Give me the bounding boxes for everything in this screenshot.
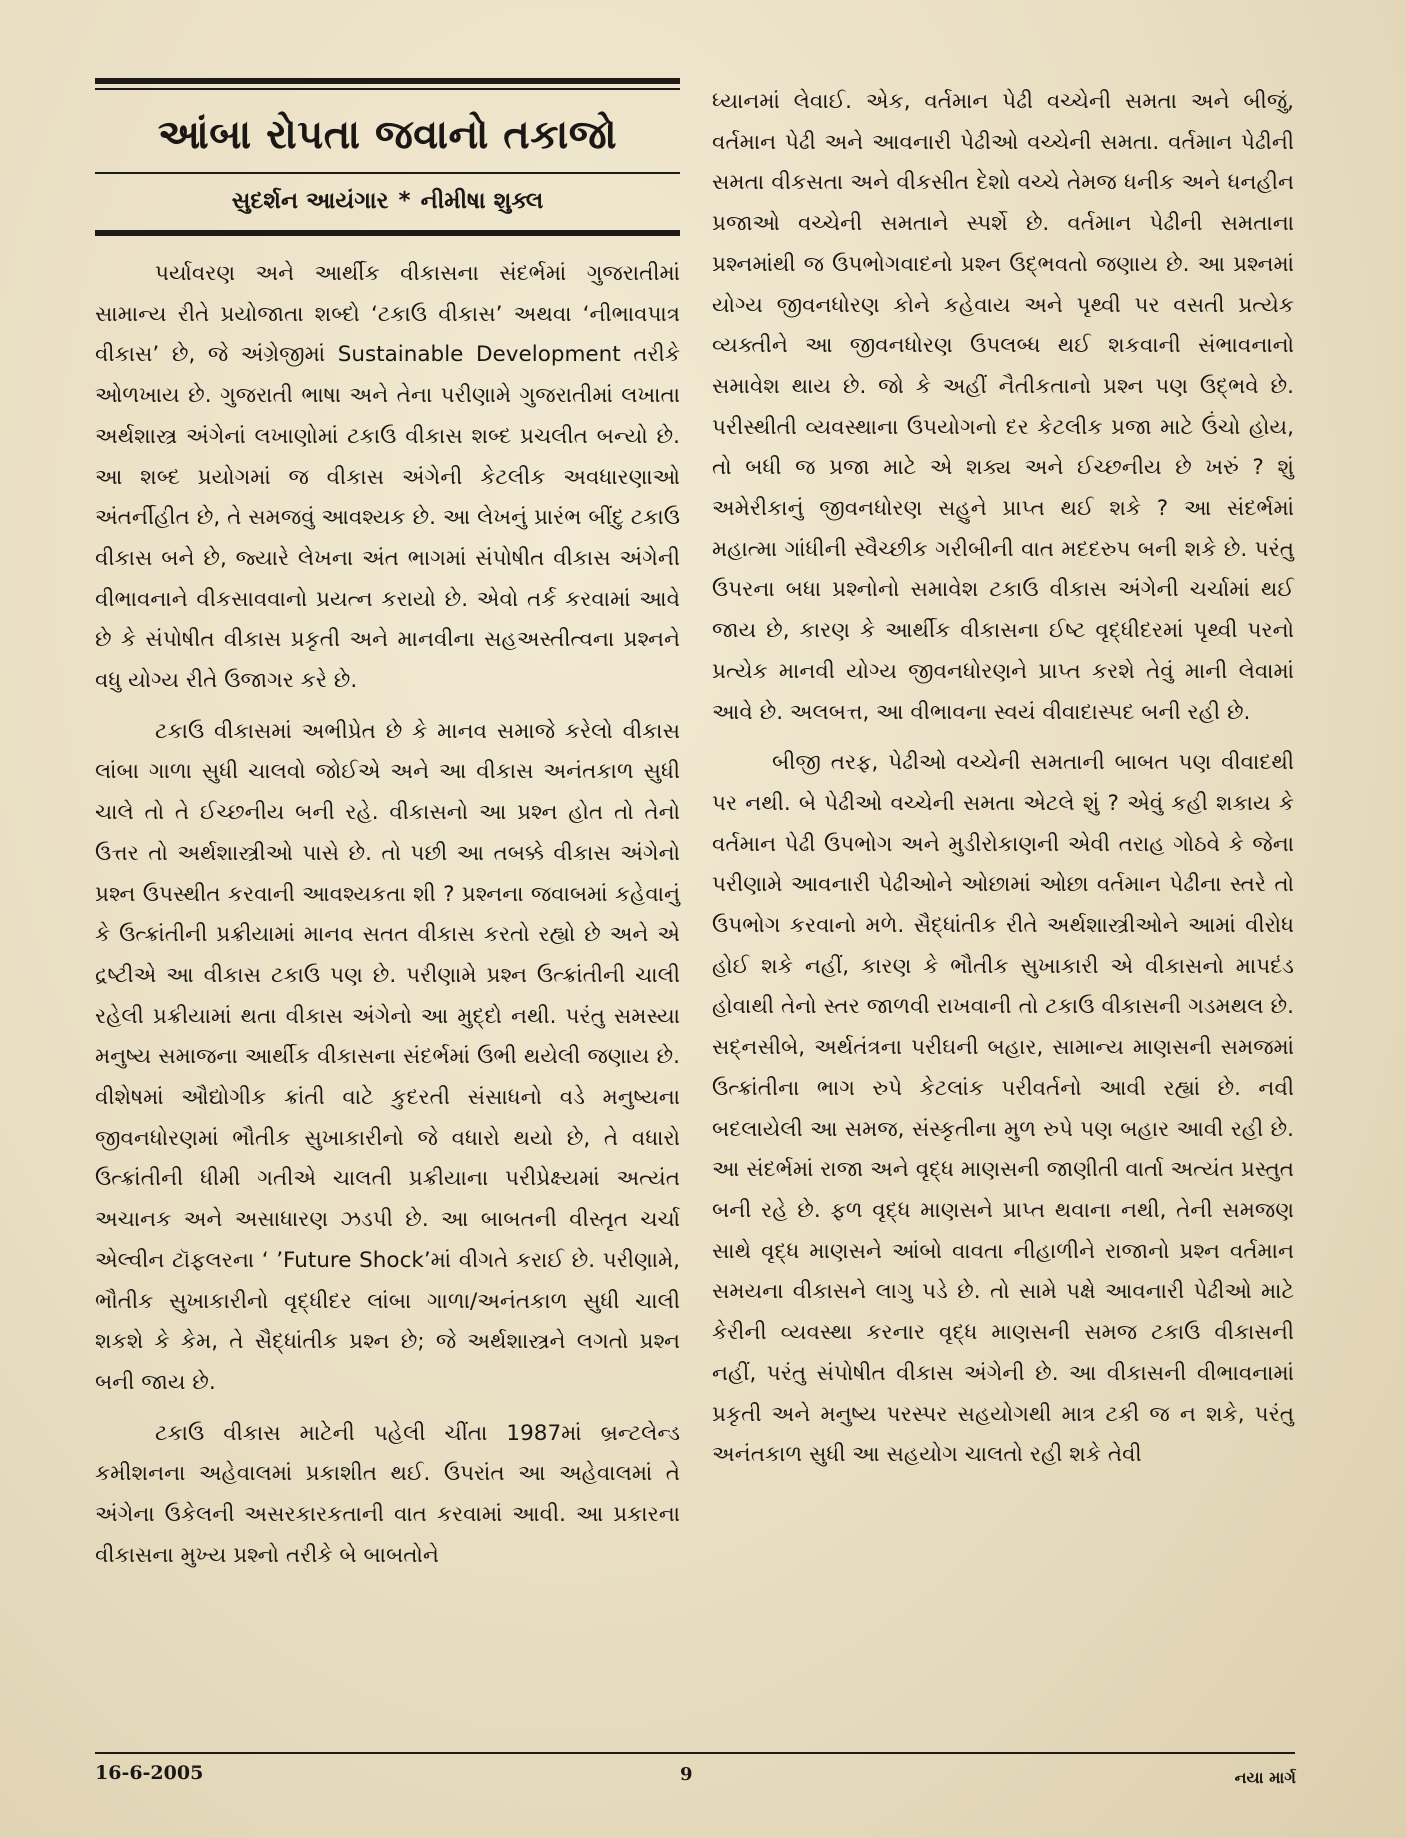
left-body	[95, 254, 680, 1577]
paragraph: ધ્યાનમાં લેવાઈ. એક, વર્તમાન પેઢી વચ્ચેની સમતા અને બીજું, વર્તમાન પેઢી અને આવનારી પેઢીઓ વચ્ચેની સમતા. વર્તમાન પેઢીની સમતા વીકસતા અને વીકસીત દેશો વચ્ચે તેમજ ધનીક અને ધનહીન પ્રજાઓ વચ્ચેની સમતાને સ્પર્શે છે. વર્તમાન પેઢીની સમતાના પ્રશ્નમાંથી જ ઉપભોગવાદનો પ્રશ્ન ઉદ્ભવતો જણાય છે. આ પ્રશ્નમાં યોગ્ય જીવનધોરણ કોને કહેવાય અને પૃથ્વી પર વસતી પ્રત્યેક વ્યક્તીને આ જીવનધોરણ ઉપલબ્ધ થઈ શકવાની સંભાવનાનો સમાવેશ થાય છે. જો કે અહીં નૈતીકતાનો પ્રશ્ન પણ ઉદ્ભવે છે. પરીસ્થીતી વ્યવસ્થાના ઉપયોગનો દર કેટલીક પ્રજા માટે ઉંચો હોય, તો બધી જ પ્રજા માટે એ શક્ય અને ઈચ્છનીય છે ખરું ? શું અમેરીકાનું જીવનધોરણ સહુને પ્રાપ્ત થઈ શકે ? આ સંદર્ભમાં મહાત્મા ગાંધીની સ્વૈચ્છીક ગરીબીની વાત મદદરુપ બની શકે છે. પરંતુ ઉપરના બધા પ્રશ્નોનો સમાવેશ ટકાઉ વીકાસ અંગેની ચર્ચામાં થઈ જાય છે, કારણ કે આર્થીક વીકાસના ઈષ્ટ વૃદ્ધીદરમાં પૃથ્વી પરનો પ્રત્યેક માનવી યોગ્ય જીવનધોરણને પ્રાપ્ત કરશે તેવું માની લેવામાં આવે છે. અલબત્ત, આ વીભાવના સ્વયં વીવાદાસ્પદ બની રહી છે.	[712, 89, 1294, 725]
right-column	[712, 82, 1294, 1476]
author-1: સુદર્શન આયંગાર	[231, 188, 389, 214]
left-column	[95, 78, 680, 1577]
author-2: નીમીષા શુક્લ	[420, 188, 544, 214]
paragraph: ટકાઉ વીકાસમાં અભીપ્રેત છે કે માનવ સમાજે કરેલો વીકાસ લાંબા ગાળા સુધી ચાલવો જોઈએ અને આ વીકાસ અનંતકાળ સુધી ચાલે તો તે ઈચ્છનીય બની રહે. વીકાસનો આ પ્રશ્ન હોત તો તેનો ઉત્તર તો અર્થશાસ્ત્રીઓ પાસે છે. તો પછી આ તબક્કે વીકાસ અંગેનો પ્રશ્ન ઉપસ્થીત કરવાની આવશ્યકતા શી ? પ્રશ્નના જવાબમાં કહેવાનું કે ઉત્ક્રાંતીની પ્રક્રીયામાં માનવ સતત વીકાસ કરતો રહ્યો છે અને એ દ્રષ્ટીએ આ વીકાસ ટકાઉ પણ છે. પરીણામે પ્રશ્ન ઉત્ક્રાંતીની ચાલી રહેલી પ્રક્રીયામાં થતા વીકાસ અંગેનો આ મુદ્દો નથી. પરંતુ સમસ્યા મનુષ્ય સમાજના આર્થીક વીકાસના સંદર્ભમાં ઉભી થયેલી જણાય છે. વીશેષમાં ઔદ્યોગીક ક્રાંતી વાટે કુદરતી સંસાધનો વડે મનુષ્યના જીવનધોરણમાં ભૌતીક સુખાકારીનો જે વધારો થયો છે, તે વધારો ઉત્ક્રાંતીની ધીમી ગતીએ ચાલતી પ્રક્રીયાના પરીપ્રેક્ષ્યમાં અત્યંત અચાનક અને અસાધારણ ઝડપી છે. આ બાબતની વીસ્તૃત ચર્ચા એલ્વીન ટૉફલરના ‘ ’Future Shock’માં વીગતે કરાઈ છે. પરીણામે, ભૌતીક સુખાકારીનો વૃદ્ધીદર લાંબા ગાળા/અનંતકાળ સુધી ચાલી શકશે કે કેમ, તે સૈદ્ધાંતીક પ્રશ્ન છે; જે અર્થશાસ્ત્રને લગતો પ્રશ્ન બની જાય છે.	[95, 718, 680, 1395]
author-separator: *	[398, 188, 411, 214]
publication-name: નયા માર્ગ	[1234, 1768, 1296, 1787]
paragraph: બીજી તરફ, પેઢીઓ વચ્ચેની સમતાની બાબત પણ વીવાદથી પર નથી. બે પેઢીઓ વચ્ચેની સમતા એટલે શું ? એવું કહી શકાય કે વર્તમાન પેઢી ઉપભોગ અને મુડીરોકાણની એવી તરાહ ગોઠવે કે જેના પરીણામે આવનારી પેઢીઓને ઓછામાં ઓછા વર્તમાન પેઢીના સ્તરે તો ઉપભોગ કરવાનો મળે. સૈદ્ધાંતીક રીતે અર્થશાસ્ત્રીઓને આમાં વીરોધ હોઈ શકે નહીં, કારણ કે ભૌતીક સુખાકારી એ વીકાસનો માપદંડ હોવાથી તેનો સ્તર જાળવી રાખવાની તો ટકાઉ વીકાસની ગડમથલ છે. સદ્નસીબે, અર્થતંત્રના પરીઘની બહાર, સામાન્ય માણસની સમજમાં ઉત્ક્રાંતીના ભાગ રુપે કેટલાંક પરીવર્તનો આવી રહ્યાં છે. નવી બદલાયેલી આ સમજ, સંસ્કૃતીના મુળ રુપે પણ બહાર આવી રહી છે. આ સંદર્ભમાં રાજા અને વૃદ્ધ માણસની જાણીતી વાર્તા અત્યંત પ્રસ્તુત બની રહે છે. ફળ વૃદ્ધ માણસને પ્રાપ્ત થવાના નથી, તેની સમજણ સાથે વૃદ્ધ માણસને આંબો વાવતા નીહાળીને રાજાનો પ્રશ્ન વર્તમાન સમયના વીકાસને લાગુ પડે છે. તો સામે પક્ષે આવનારી પેઢીઓ માટે કેરીની વ્યવસ્થા કરનાર વૃદ્ધ માણસની સમજ ટકાઉ વીકાસની નહીં, પરંતુ સંપોષીત વીકાસ અંગેની છે. આ વીકાસની વીભાવનામાં પ્રકૃતી અને મનુષ્ય પરસ્પર સહયોગથી માત્ર ટકી જ ન શકે, પરંતુ અનંતકાળ સુધી આ સહયોગ ચાલતો રહી શકે તેવી	[712, 750, 1294, 1468]
authors-bottom-rule	[95, 230, 680, 236]
title-top-rule	[95, 78, 680, 84]
page-number: 9	[680, 1764, 693, 1785]
article-authors	[95, 188, 680, 214]
footer-rule	[95, 1752, 1295, 1754]
paragraph: ટકાઉ વીકાસ માટેની પહેલી ચીંતા 1987માં બ્રન્ટલેન્ડ કમીશનના અહેવાલમાં પ્રકાશીત થઈ. ઉપરાંત આ અહેવાલમાં તે અંગેના ઉકેલની અસરકારકતાની વાત કરવામાં આવી. આ પ્રકારના વીકાસના મુખ્ય પ્રશ્નો તરીકે બે બાબતોને	[95, 1420, 680, 1568]
title-mid-rule	[95, 172, 680, 174]
title-top-rule-thin	[95, 88, 680, 90]
article-title: આંબા રોપતા જવાનો તકાજો	[157, 112, 618, 158]
right-body	[712, 82, 1294, 1476]
paragraph: પર્યાવરણ અને આર્થીક વીકાસના સંદર્ભમાં ગુજરાતીમાં સામાન્ય રીતે પ્રયોજાતા શબ્દો ‘ટકાઉ વીકાસ’ અથવા ‘નીભાવપાત્ર વીકાસ’ છે, જે અંગ્રેજીમાં Sustainable Development તરીકે ઓળખાય છે. ગુજરાતી ભાષા અને તેના પરીણામે ગુજરાતીમાં લખાતા અર્થશાસ્ત્ર અંગેનાં લખાણોમાં ટકાઉ વીકાસ શબ્દ પ્રચલીત બન્યો છે. આ શબ્દ પ્રયોગમાં જ વીકાસ અંગેની કેટલીક અવધારણાઓ અંતર્નીહીત છે, તે સમજવું આવશ્યક છે. આ લેખનું પ્રારંભ બીંદુ ટકાઉ વીકાસ બને છે, જ્યારે લેખના અંત ભાગમાં સંપોષીત વીકાસ અંગેની વીભાવનાને વીકસાવવાનો પ્રયત્ન કરાયો છે. એવો તર્ક કરવામાં આવે છે કે સંપોષીત વીકાસ પ્રકૃતી અને માનવીના સહઅસ્તીત્વના પ્રશ્નને વધુ યોગ્ય રીતે ઉજાગર કરે છે.	[95, 261, 680, 694]
footer-date: 16-6-2005	[95, 1762, 204, 1784]
